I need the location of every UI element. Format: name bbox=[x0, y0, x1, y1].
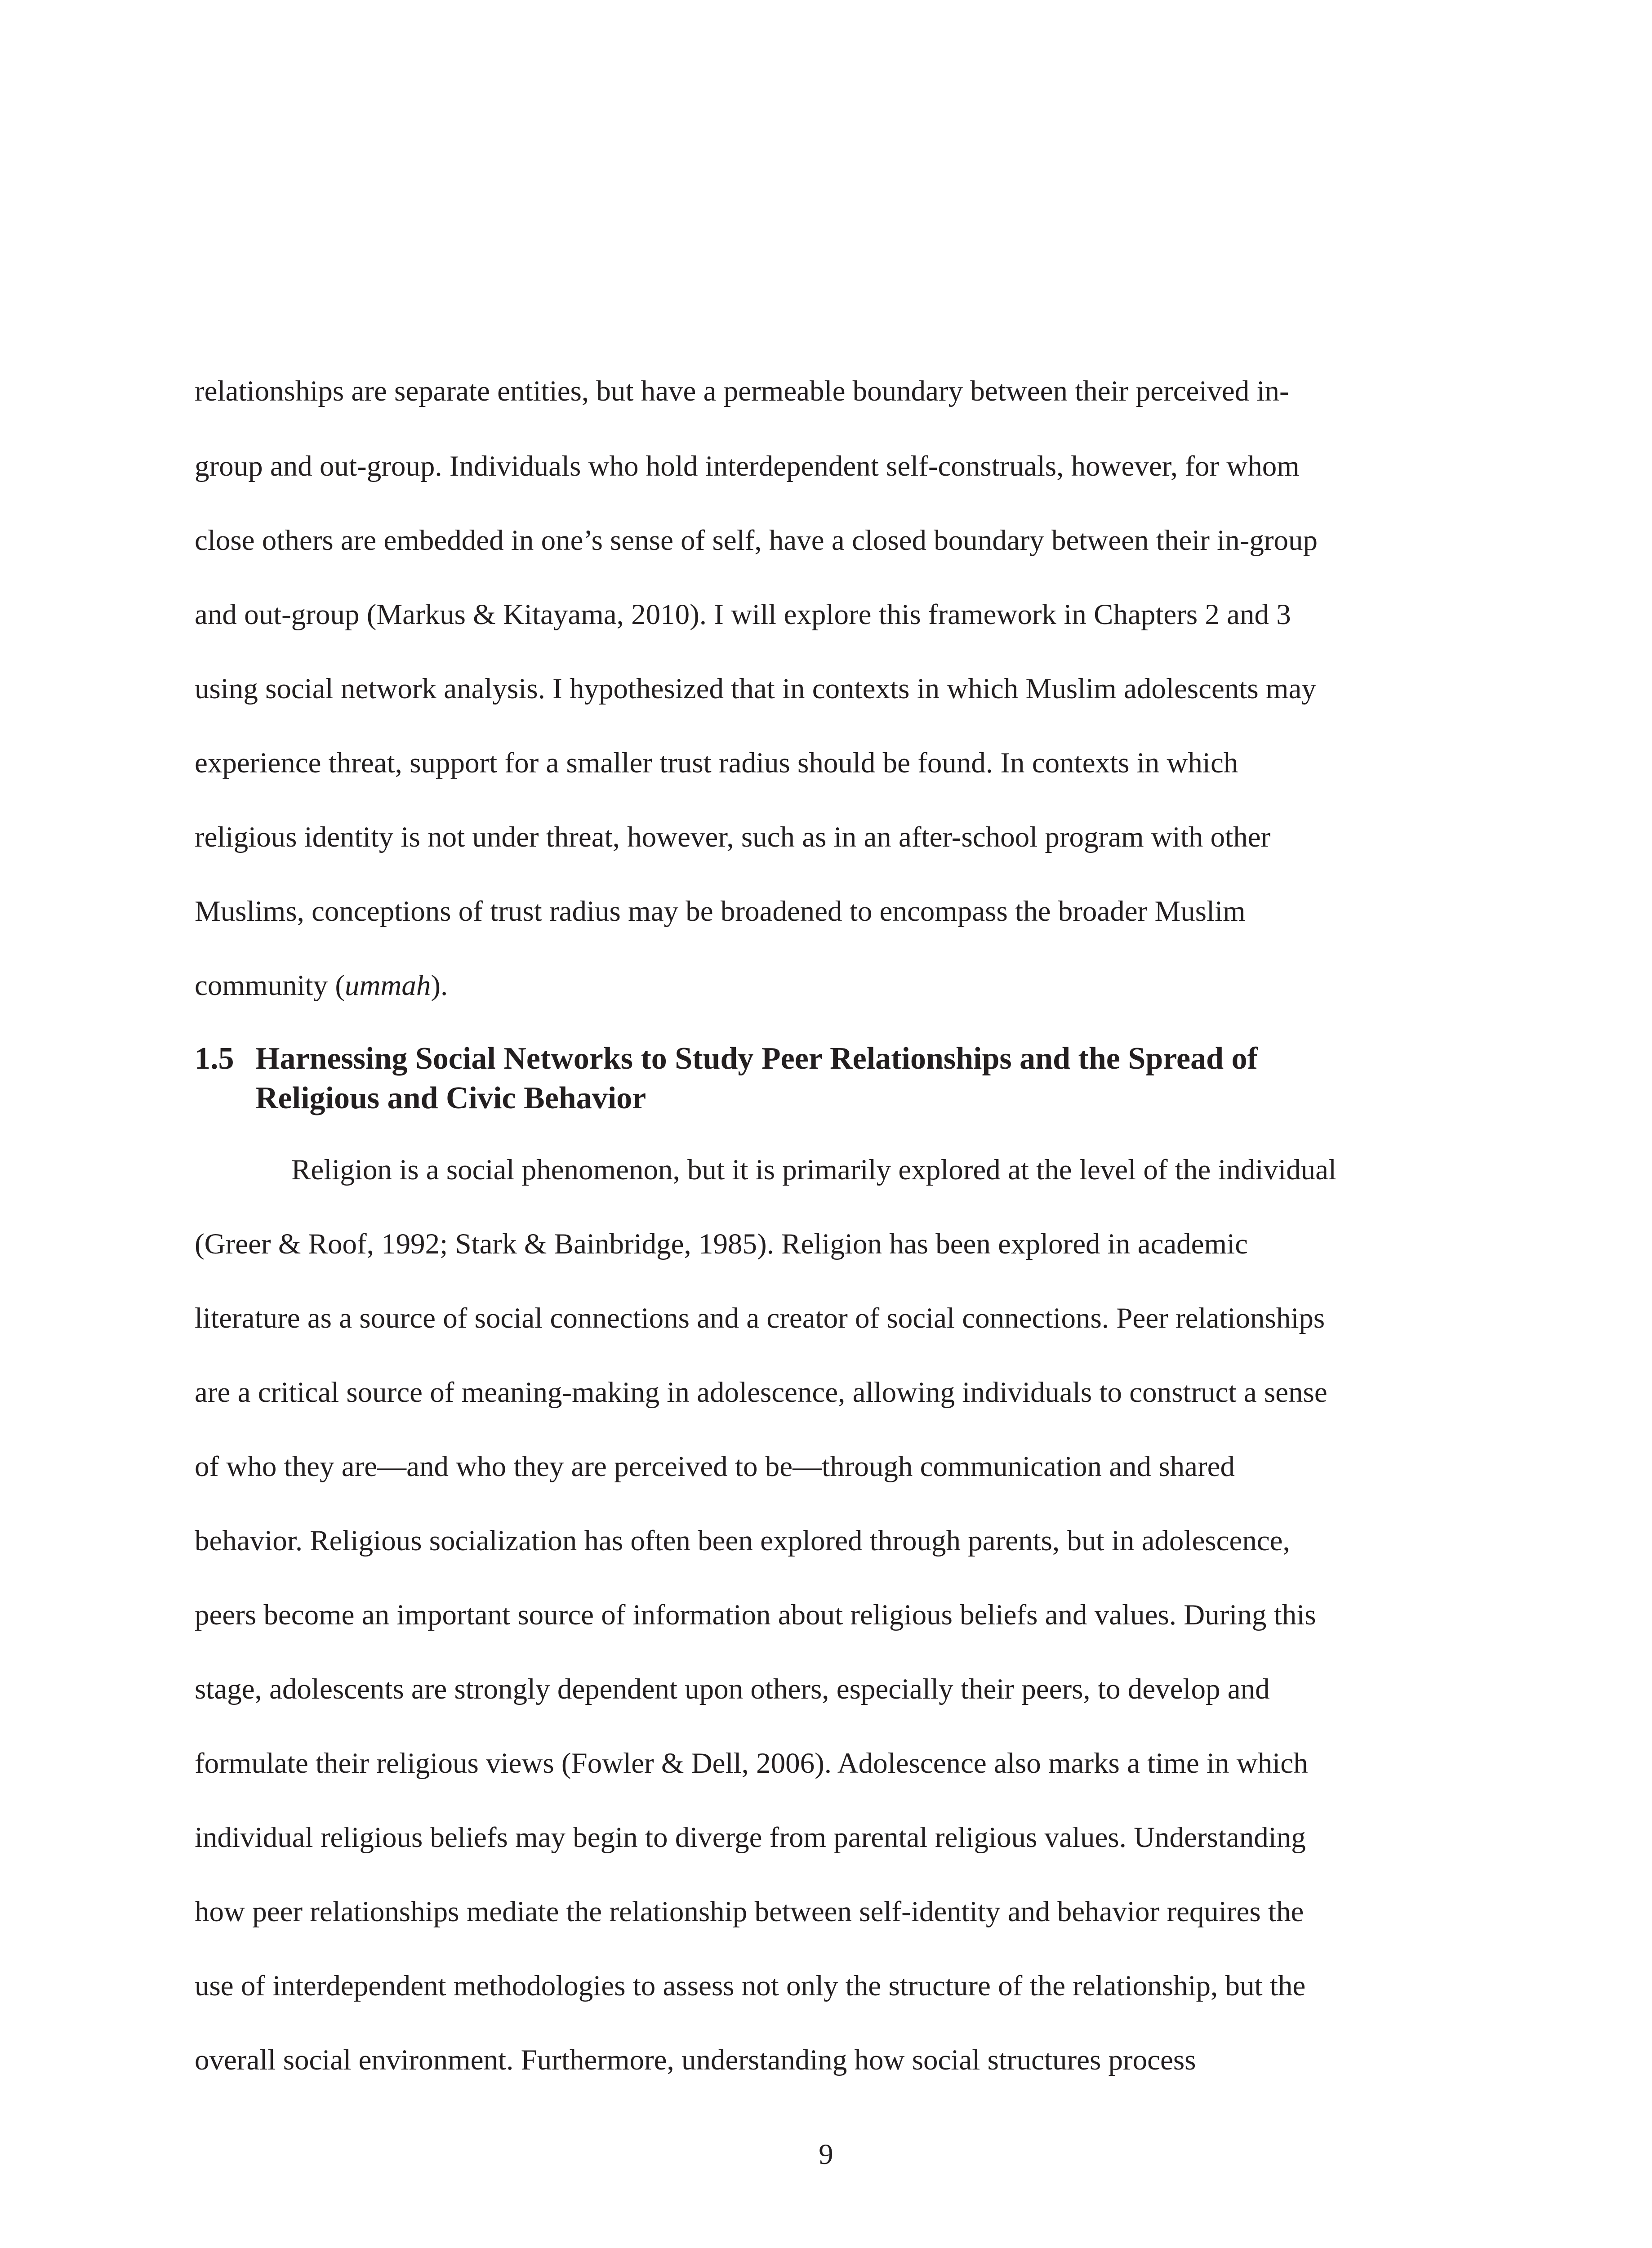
text-line: how peer relationships mediate the relationship between self-identity and behavior requires the bbox=[195, 1896, 1304, 1928]
italic-term: ummah bbox=[344, 969, 431, 1002]
text-line: Muslims, conceptions of trust radius may be broadened to encompass the broader Muslim bbox=[195, 895, 1246, 928]
text-line: peers become an important source of information about religious beliefs and values. During this bbox=[195, 1599, 1316, 1631]
text-fragment: community ( bbox=[195, 969, 345, 1002]
text-line: overall social environment. Furthermore, understanding how social structures process bbox=[195, 2044, 1196, 2076]
text-line: close others are embedded in one’s sense of self, have a closed boundary between their in-group bbox=[195, 524, 1318, 557]
text-line: using social network analysis. I hypothesized that in contexts in which Muslim adolescents may bbox=[195, 673, 1316, 705]
text-line: (Greer & Roof, 1992; Stark & Bainbridge, 1985). Religion has been explored in academic bbox=[195, 1228, 1248, 1260]
text-line: of who they are—and who they are perceived to be—through communication and shared bbox=[195, 1450, 1235, 1483]
page-number: 9 bbox=[819, 2138, 833, 2171]
text-fragment: ). bbox=[431, 969, 448, 1002]
text-line: literature as a source of social connections and a creator of social connections. Peer relationships bbox=[195, 1302, 1325, 1334]
text-line: and out-group (Markus & Kitayama, 2010). I will explore this framework in Chapters 2 and 3 bbox=[195, 598, 1291, 631]
text-line: stage, adolescents are strongly dependent upon others, especially their peers, to develop and bbox=[195, 1673, 1270, 1705]
section-title-line: Religious and Civic Behavior bbox=[255, 1081, 646, 1115]
text-line: relationships are separate entities, but have a permeable boundary between their perceived in- bbox=[195, 375, 1289, 407]
text-line: group and out-group. Individuals who hold interdependent self-construals, however, for whom bbox=[195, 450, 1300, 482]
text-line: formulate their religious views (Fowler & Dell, 2006). Adolescence also marks a time in which bbox=[195, 1747, 1308, 1780]
text-line: experience threat, support for a smaller trust radius should be found. In contexts in which bbox=[195, 747, 1238, 779]
section-title-line: Harnessing Social Networks to Study Peer Relationships and the Spread of bbox=[255, 1041, 1258, 1076]
text-line: religious identity is not under threat, however, such as in an after-school program with other bbox=[195, 821, 1271, 853]
text-line: behavior. Religious socialization has often been explored through parents, but in adolescence, bbox=[195, 1525, 1290, 1557]
text-line-last bbox=[195, 971, 448, 1000]
section-number: 1.5 bbox=[195, 1041, 234, 1076]
text-line: are a critical source of meaning-making in adolescence, allowing individuals to construct a sense bbox=[195, 1376, 1327, 1409]
text-line: individual religious beliefs may begin to diverge from parental religious values. Understanding bbox=[195, 1821, 1306, 1854]
text-line-indented: Religion is a social phenomenon, but it is primarily explored at the level of the individual bbox=[291, 1154, 1337, 1186]
text-line: use of interdependent methodologies to assess not only the structure of the relationship, but the bbox=[195, 1970, 1306, 2002]
